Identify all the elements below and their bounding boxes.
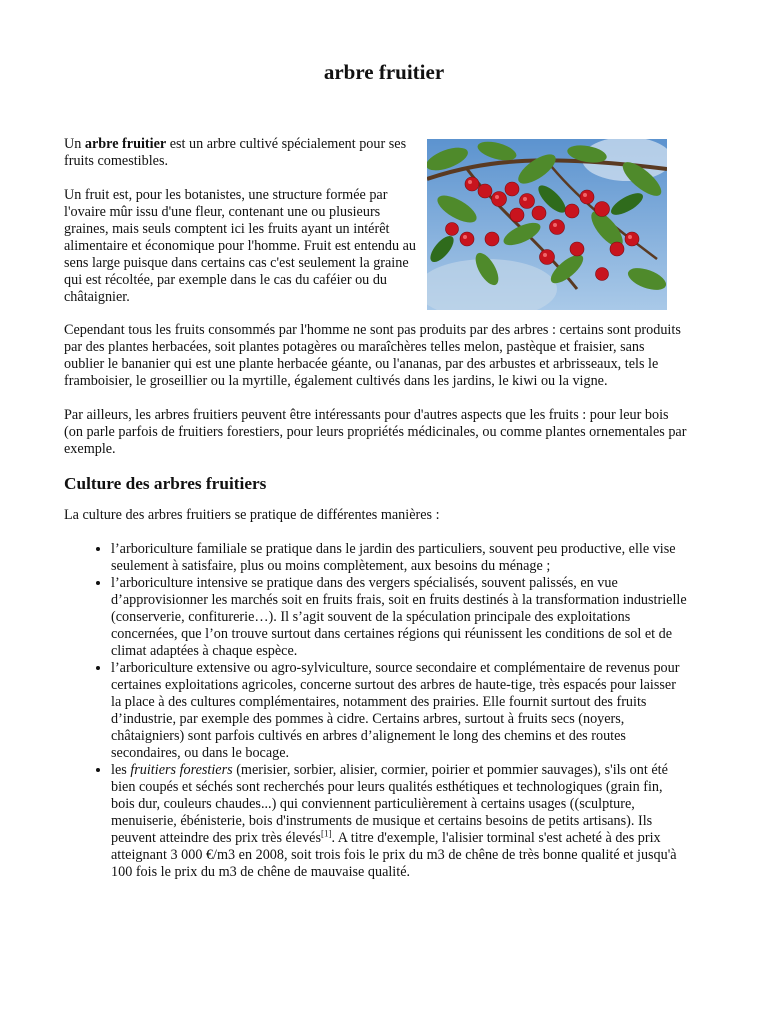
section-intro: La culture des arbres fruitiers se pratique de différentes manières : (64, 507, 440, 523)
intro-bold-term: arbre fruitier (84, 136, 167, 152)
page-title: arbre fruitier (323, 60, 445, 84)
section-heading-culture: Culture des arbres fruitiers (64, 474, 267, 493)
paragraph-other-aspects: Par ailleurs, les arbres fruitiers peuvent être intéressants pour d'autres aspects que les fruits : pour leur bois (on parle parfois de fruitiers forestiers, pour leurs propriétés médicinales, ou comme plantes ornementales par exemple. (64, 407, 687, 457)
list-item: • l’arboriculture familiale se pratique dans le jardin des particuliers, souvent peu productive, elle vise seulement à satisfaire, plus ou moins complètement, aux besoins du ménage ; (111, 541, 688, 575)
paragraph-fruits-not-trees: Cependant tous les fruits consommés par l'homme ne sont pas produits par des arbres : certains sont produits par des plantes herbacées, soit plantes potagères ou maraîchères telles melon, pastèque et fraisier, sans oublier le bananier qui est une plante herbacée géante, ou l'ananas, par des arbustes et arbrisseaux, tels le framboisier, le groseillier ou la myrtille, également cultivés dans les jardins, le kiwi ou la vigne. (64, 322, 681, 389)
list-text: . A titre d'exemple, l'alisier torminal s'est acheté à des prix atteignant 3 000 €/m3 en 2008, soit trois fois le prix du m3 de chêne de très bonne qualité et jusqu'à 100 fois le prix du m3 de chêne de mauvaise qualité. (111, 830, 677, 880)
intro-text-end: est un arbre cultivé spécialement pour ses fruits comestibles. (64, 136, 407, 169)
intro-text-start: Un (64, 136, 85, 152)
intro-paragraph-2: Un fruit est, pour les botanistes, une structure formée par l'ovaire mûr issu d'une fleur, contenant une ou plusieurs graines, mais seuls comptent ici les fruits ayant un intérêt alimentaire et économique pour l'homme. Fruit est entendu au sens large puisque dans certains cas c'est seulement la graine qui est récoltée, par exemple dans le cas du caféier ou du châtaignier. (64, 187, 417, 305)
cherry-tree-photo (427, 139, 667, 310)
italic-term: fruitiers forestiers (130, 762, 233, 778)
list-item-forest-fruit-trees (111, 762, 688, 881)
main-content (64, 322, 688, 881)
list-text: (merisier, sorbier, alisier, cormier, poirier et pommier sauvages), s'ils ont été bien coupés et séchés sont recherchés pour leurs qualités esthétiques et technologiques (grain fin, bois dur, couleurs chaudes...) qui conviennent particulièrement à certains usages ((sculpture, menuiserie, ébénisterie, bois d'instruments de musique et certains besoins de petits artisans). Ils peuvent atteindre des prix très élevés (111, 762, 668, 846)
footnote-reference[interactable]: [1] (320, 828, 332, 839)
list-text: les (111, 762, 131, 778)
culture-list (64, 541, 688, 881)
list-item: • l’arboriculture extensive ou agro-sylviculture, source secondaire et complémentaire de revenus pour certaines exploitations agricoles, concerne surtout des arbres de haute-tige, très espacés pour laisser la place à des cultures complémentaires, notamment des prairies. Elle fournit surtout des fruits d’industrie, par exemple des pommes à cidre. Certains arbres, surtout à fruits secs (noyers, châtaigniers) sont parfois cultivés en arbres d’alignement le long des chemins et des routes secondaires, ou dans le bocage. (111, 660, 688, 762)
intro-paragraph-1 (64, 136, 420, 170)
cherry-branch-image (427, 139, 667, 310)
intro-section (64, 136, 420, 323)
list-item: • l’arboriculture intensive se pratique dans des vergers spécialisés, souvent palissés, en vue d’approvisionner les marchés soit en fruits frais, soit en fruits destinés à la transformation industrielle (conserverie, confiturerie…). Il s’agit souvent de la spéculation principale des exploitations concernées, que l’on trouve surtout dans certaines régions qui réunissent les conditions de sol et de climat adaptées à chaque espèce. (111, 575, 688, 660)
